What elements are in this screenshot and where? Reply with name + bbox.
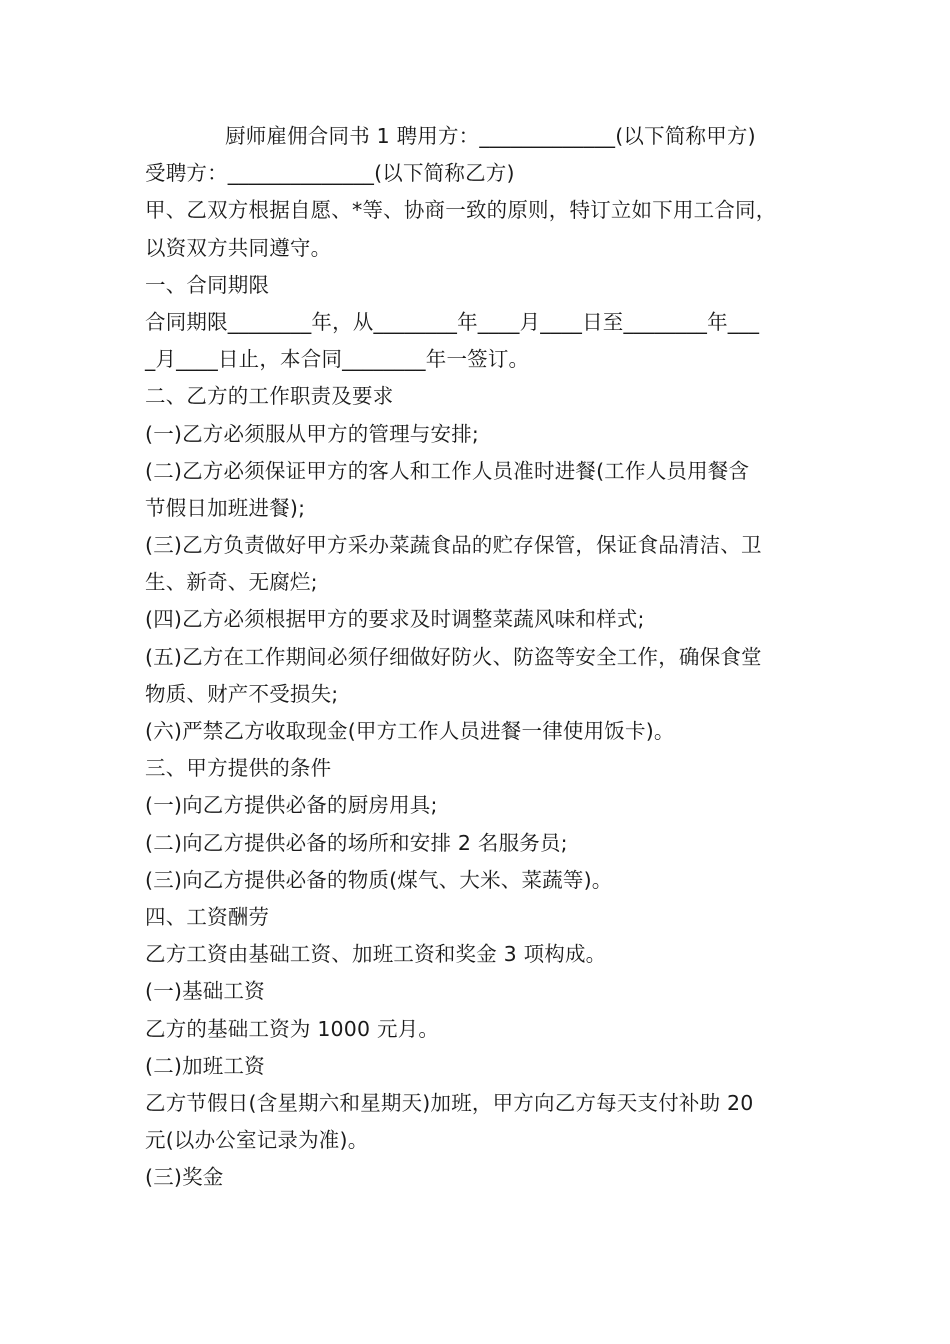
text-line: 受聘方：______________(以下简称乙方)	[145, 161, 515, 186]
text-line: 节假日加班进餐);	[145, 495, 306, 520]
text-line: (三)向乙方提供必备的物质(煤气、大米、菜蔬等)。	[145, 867, 613, 892]
section-heading: 一、合同期限	[145, 272, 270, 297]
text-line: 以资双方共同遵守。	[145, 235, 332, 260]
section-heading: 三、甲方提供的条件	[145, 756, 332, 781]
text-line: (二)加班工资	[145, 1053, 265, 1078]
document-page	[145, 118, 825, 1196]
text-line: 乙方工资由基础工资、加班工资和奖金 3 项构成。	[145, 942, 607, 967]
text-line: (一)向乙方提供必备的厨房用具;	[145, 793, 438, 818]
text-line: (二)乙方必须保证甲方的客人和工作人员准时进餐(工作人员用餐含	[145, 458, 750, 483]
section-heading: 四、工资酬劳	[145, 904, 270, 929]
text-line: (五)乙方在工作期间必须仔细做好防火、防盗等安全工作，确保食堂	[145, 644, 762, 669]
text-line: 乙方的基础工资为 1000 元月。	[145, 1016, 440, 1041]
text-line: 合同期限________年，从________年____月____日至________年___	[145, 309, 760, 334]
text-line: 生、新奇、无腐烂;	[145, 570, 318, 595]
text-line: 乙方节假日(含星期六和星期天)加班，甲方向乙方每天支付补助 20	[145, 1090, 754, 1115]
text-line: 物质、财产不受损失;	[145, 681, 339, 706]
text-line: (二)向乙方提供必备的场所和安排 2 名服务员;	[145, 830, 568, 855]
text-line: (三)奖金	[145, 1165, 224, 1190]
section-heading: 二、乙方的工作职责及要求	[145, 384, 394, 409]
text-line: 元(以办公室记录为准)。	[145, 1128, 369, 1153]
text-line: (六)严禁乙方收取现金(甲方工作人员进餐一律使用饭卡)。	[145, 719, 675, 743]
text-line: (一)基础工资	[145, 979, 265, 1004]
text-line: (三)乙方负责做好甲方采办菜蔬食品的贮存保管，保证食品清洁、卫	[145, 533, 762, 558]
text-line: (一)乙方必须服从甲方的管理与安排;	[145, 421, 480, 446]
text-line: 甲、乙双方根据自愿、*等、协商一致的原则，特订立如下用工合同，	[145, 198, 777, 223]
text-line: _月____日止，本合同________年一签订。	[145, 347, 530, 372]
contract-title-line: 厨师雇佣合同书 1 聘用方：_____________(以下简称甲方)	[225, 124, 756, 148]
text-line: (四)乙方必须根据甲方的要求及时调整菜蔬风味和样式;	[145, 607, 645, 632]
